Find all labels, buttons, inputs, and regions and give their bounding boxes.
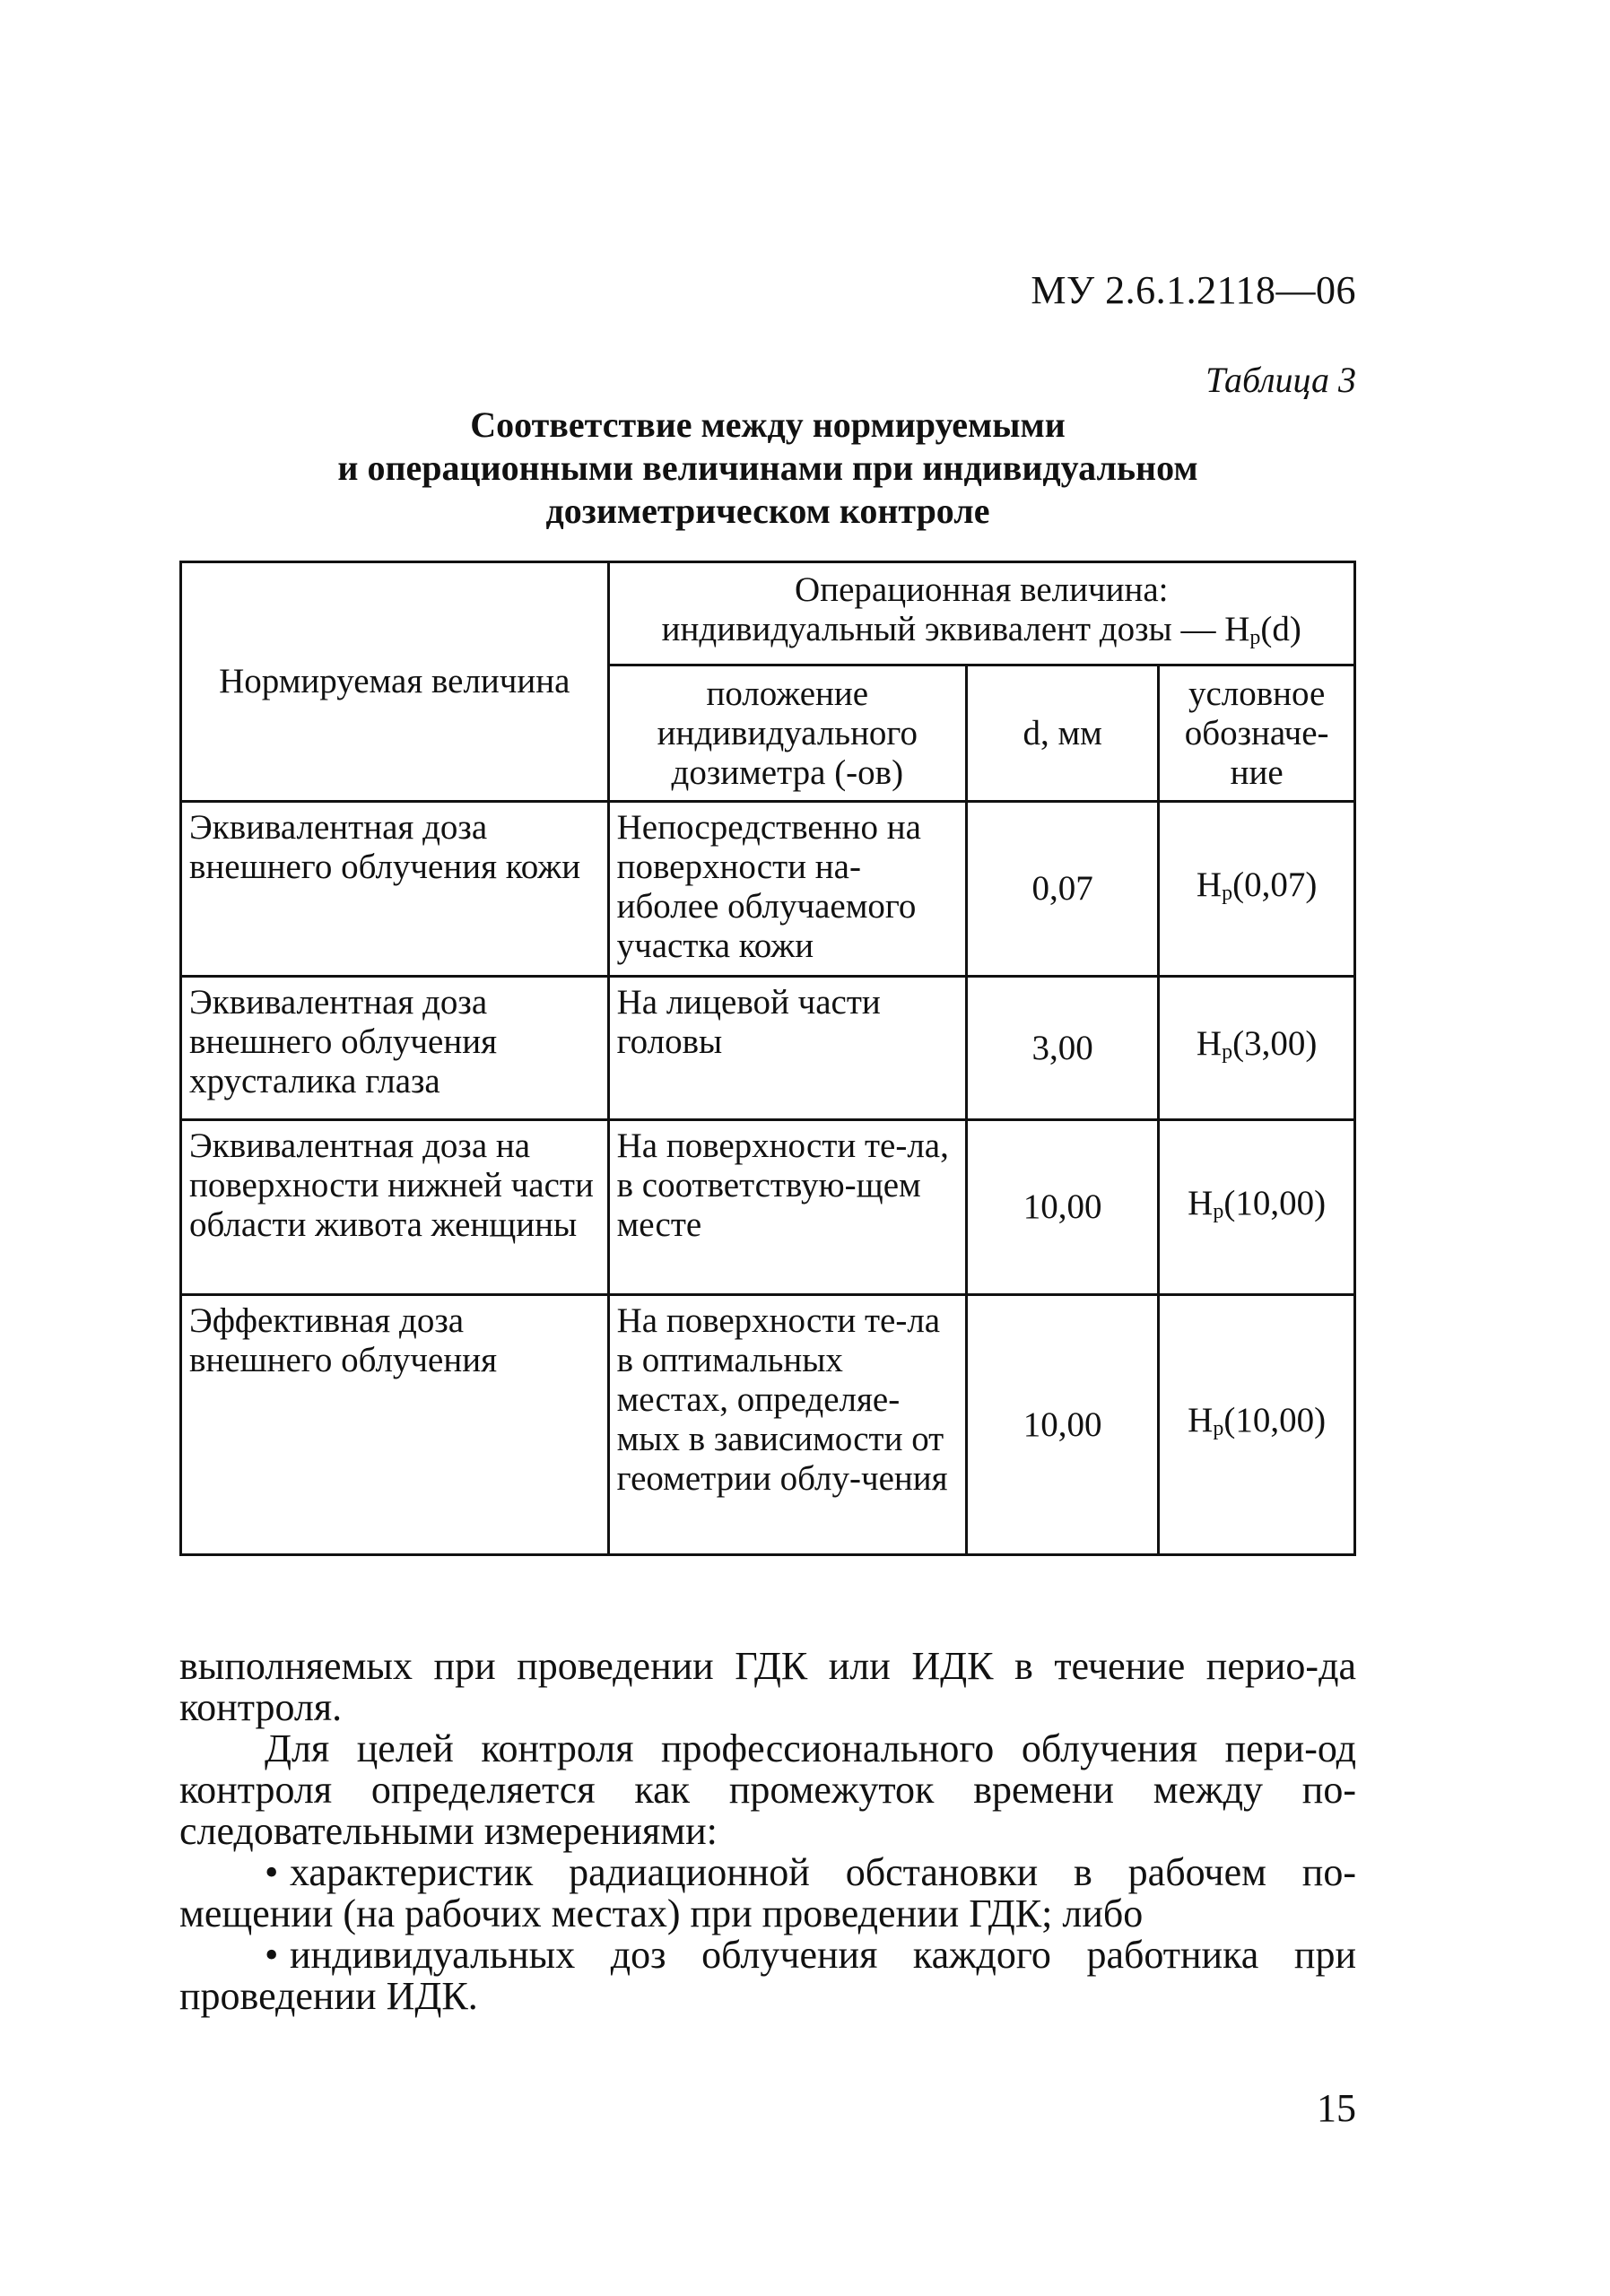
symbol-argument: (3,00) [1232, 1024, 1318, 1063]
cell-position: На лицевой части головы [608, 977, 966, 1120]
symbol-subscript: p [1213, 1199, 1224, 1223]
symbol-subscript: p [1222, 1040, 1233, 1064]
symbol-main: H [1196, 1024, 1223, 1063]
symbol-main: H [1196, 865, 1223, 904]
table-label: Таблица 3 [1205, 360, 1356, 400]
cell-position: На поверхности те-ла, в соответствую-щем месте [608, 1120, 966, 1295]
symbol-subscript: p [1222, 881, 1233, 905]
symbol-argument: (10,00) [1223, 1401, 1327, 1439]
symbol-main: H [1188, 1401, 1214, 1439]
bullet-icon: • [265, 1933, 279, 1977]
header-operational-quantity [608, 562, 1354, 665]
subheader-depth-mm: d, мм [966, 665, 1158, 802]
bullet-text: характеристик радиационной обстановки в рабочем по-мещении (на рабочих местах) при проведении ГДК; либо [179, 1850, 1356, 1935]
bullet-text: индивидуальных доз облучения каждого работника при проведении ИДК. [179, 1933, 1356, 2018]
table-title [179, 404, 1356, 533]
bullet-item-individual-doses [179, 1935, 1356, 2017]
table-title-line-1: Соответствие между нормируемыми [470, 404, 1066, 445]
document-code: МУ 2.6.1.2118—06 [1031, 268, 1356, 312]
table-row [181, 1295, 1355, 1555]
header-operational-line-1: Операционная величина: [795, 570, 1169, 609]
cell-quantity: Эквивалентная доза внешнего облучения кожи [181, 802, 609, 977]
table-row [181, 977, 1355, 1120]
table-header-row [181, 562, 1355, 665]
cell-symbol [1159, 802, 1355, 977]
dose-correspondence-table [179, 561, 1356, 1556]
paragraph-continuation: выполняемых при проведении ГДК или ИДК в течение перио-да контроля. [179, 1644, 1356, 1729]
cell-quantity: Эквивалентная доза внешнего облучения хрусталика глаза [181, 977, 609, 1120]
header-operational-line-2-prefix: индивидуальный эквивалент дозы — H [661, 609, 1250, 648]
cell-depth: 10,00 [966, 1120, 1158, 1295]
cell-depth: 0,07 [966, 802, 1158, 977]
table-row [181, 802, 1355, 977]
subheader-symbol: условное обозначе-ние [1159, 665, 1355, 802]
cell-symbol [1159, 1295, 1355, 1555]
header-normalized-quantity: Нормируемая величина [181, 562, 609, 802]
symbol-argument: (0,07) [1232, 865, 1318, 904]
table-title-line-2: и операционными величинами при индивидуальном [337, 448, 1198, 488]
cell-quantity: Эффективная доза внешнего облучения [181, 1295, 609, 1555]
cell-symbol [1159, 1120, 1355, 1295]
cell-depth: 10,00 [966, 1295, 1158, 1555]
table-row [181, 1120, 1355, 1295]
paragraph-control-period: Для целей контроля профессионального облучения пери-од контроля определяется как промежуток времени между по-следовательными измерениями: [179, 1726, 1356, 1853]
cell-depth: 3,00 [966, 977, 1158, 1120]
table-title-line-3: дозиметрическом контроле [545, 491, 990, 531]
bullet-item-radiation-conditions [179, 1852, 1356, 1935]
symbol-main: H [1188, 1183, 1214, 1222]
cell-position: Непосредственно на поверхности на-иболее облучаемого участка кожи [608, 802, 966, 977]
symbol-argument: (10,00) [1223, 1183, 1327, 1222]
cell-symbol [1159, 977, 1355, 1120]
cell-quantity: Эквивалентная доза на поверхности нижней части области живота женщины [181, 1120, 609, 1295]
subheader-dosimeter-position: положение индивидуального дозиметра (-ов) [608, 665, 966, 802]
symbol-subscript: p [1213, 1417, 1224, 1440]
bullet-icon: • [265, 1850, 279, 1894]
cell-position: На поверхности те-ла в оптимальных местах, определяе-мых в зависимости от геометрии облу-чения [608, 1295, 966, 1555]
header-operational-line-2-suffix: (d) [1260, 609, 1301, 648]
body-text [179, 1646, 1356, 2017]
page-number: 15 [1317, 2086, 1356, 2130]
header-operational-subscript: p [1249, 625, 1261, 649]
